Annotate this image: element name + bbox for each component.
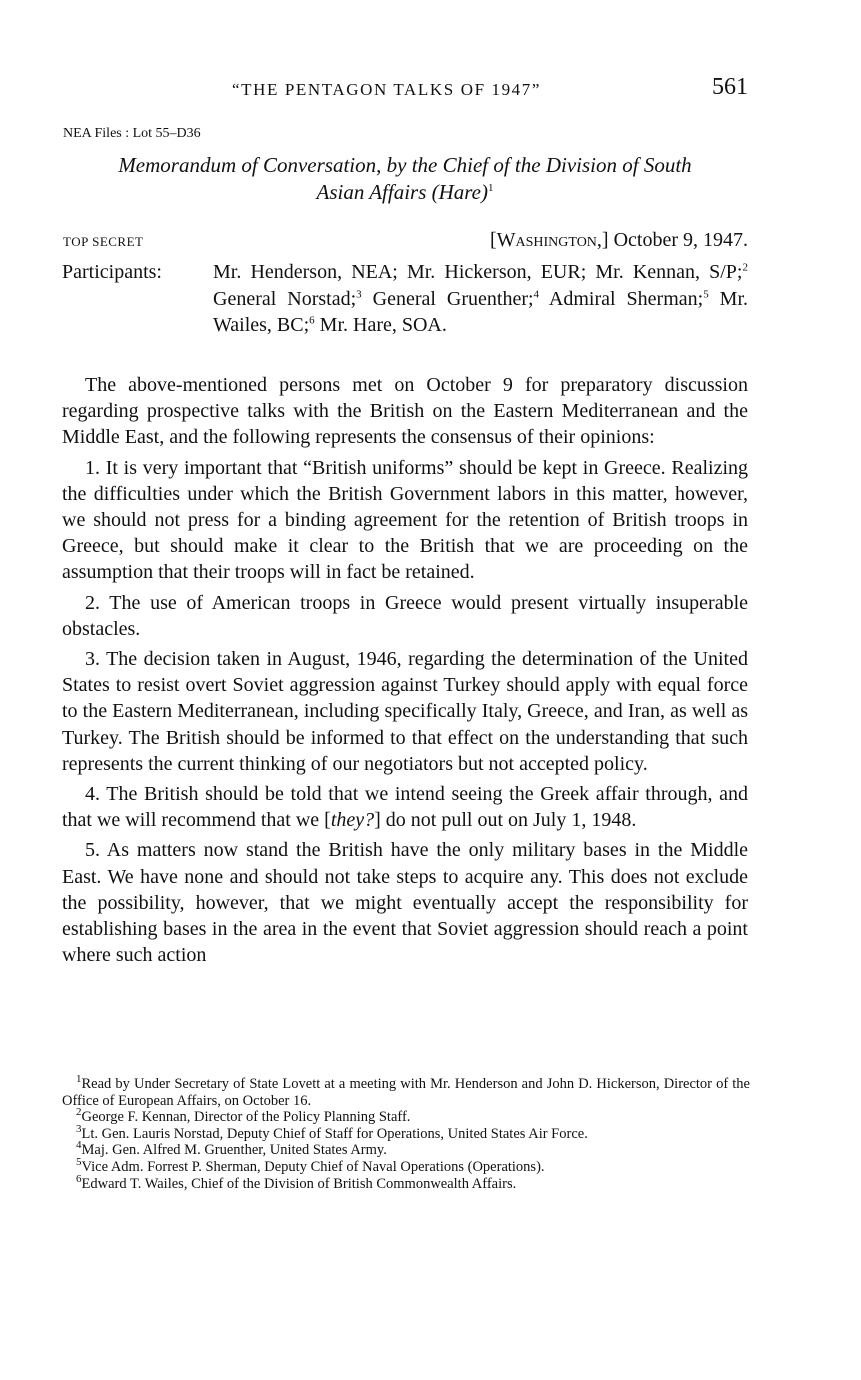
dateline: [490, 229, 748, 252]
footnote-marker: 3: [76, 1122, 82, 1135]
participants-fn-6: 6: [309, 314, 315, 327]
participants-fn-4: 4: [533, 287, 540, 300]
item-4-italic: they?: [330, 809, 375, 832]
item-4-text-a: 4. The British should be told that we intend seeing the Greek affair through, and that we will recommend that we [: [62, 783, 748, 832]
footnote-3: [62, 1122, 750, 1143]
footnote-text: Read by Under Secretary of State Lovett at a meeting with Mr. Henderson and John D. Hickerson, Director of the Office of European Affairs, on October 16.: [62, 1076, 750, 1109]
footnote-text: Edward T. Wailes, Chief of the Division of British Commonwealth Affairs.: [81, 1175, 517, 1192]
footnote-marker: 6: [76, 1172, 82, 1185]
footnote-text: Lt. Gen. Lauris Norstad, Deputy Chief of Staff for Operations, United States Air Force.: [81, 1125, 588, 1142]
footnote-2: [62, 1106, 750, 1126]
footnotes: [62, 1073, 750, 1192]
running-title: “THE PENTAGON TALKS OF 1947”: [232, 80, 542, 99]
file-reference: NEA Files : Lot 55–D36: [63, 126, 201, 141]
memo-title-footnote-marker: 1: [488, 182, 494, 194]
page-number: 561: [712, 74, 748, 100]
footnote-marker: 2: [76, 1106, 82, 1119]
page-header: [62, 74, 748, 114]
footnote-text: George F. Kennan, Director of the Policy Planning Staff.: [81, 1109, 411, 1126]
paragraph-item-2: 2. The use of American troops in Greece would present virtually insuperable obstacles.: [62, 591, 748, 640]
participants-text-6: Mr. Hare, SOA.: [314, 314, 447, 336]
participants-text-2: General Norstad;: [213, 287, 357, 310]
paragraph-item-1: 1. It is very important that “British uniforms” should be kept in Greece. Realizing the difficulties under which the British Government labors in this matter, however, we should not press for a binding agreement for the retention of British troops in Greece, but should make it clear to the British that we are proceeding on the assumption that their troops will in fact be retained.: [62, 456, 748, 584]
memo-title: [62, 152, 748, 206]
item-4-text-b: ] do not pull out on July 1, 1948.: [374, 809, 637, 832]
paragraph-item-3: 3. The decision taken in August, 1946, regarding the determination of the United States to resist overt Soviet aggression against Turkey should apply with equal force to the Eastern Mediterranean, including specifically Italy, Greece, and Iran, as well as Turkey. The British should be informed to that effect on the understanding that such represents the current thinking of our negotiators but not accepted policy.: [62, 648, 748, 775]
footnote-text: Maj. Gen. Alfred M. Gruenther, United States Army.: [81, 1142, 387, 1159]
dateline-place: [Washington,]: [489, 229, 609, 251]
participants-text-5: Mr. Wailes, BC;: [213, 287, 749, 336]
paragraph-intro: The above-mentioned persons met on October 9 for preparatory discussion regarding prospective talks with the British on the Eastern Mediterranean and the Middle East, and the following represents the consensus of their opinions:: [62, 374, 748, 449]
participants-fn-5: 5: [703, 287, 709, 300]
footnote-1: [62, 1073, 750, 1109]
footnote-4: [62, 1139, 750, 1159]
participants-text-3: General Gruenther;: [361, 287, 534, 310]
participants-text-4: Admiral Sherman;: [539, 287, 704, 310]
classification-label: TOP SECRET: [63, 234, 144, 249]
footnote-5: [62, 1156, 750, 1176]
footnote-marker: 5: [76, 1156, 82, 1169]
paragraph-item-4: [62, 781, 748, 833]
footnote-6: [62, 1172, 750, 1193]
footnote-text: Vice Adm. Forrest P. Sherman, Deputy Chief of Naval Operations (Operations).: [81, 1158, 545, 1175]
dateline-date: October 9, 1947.: [613, 229, 748, 251]
participants-fn-2: 2: [742, 261, 748, 274]
participants-list: [213, 259, 748, 339]
footnote-marker: 4: [76, 1139, 82, 1152]
participants-text-1: Mr. Henderson, NEA; Mr. Hickerson, EUR; Mr. Kennan, S/P;: [213, 261, 743, 283]
memo-title-line-2-text: Asian Affairs (Hare): [316, 180, 488, 204]
memo-body: [62, 372, 748, 968]
paragraph-item-5: 5. As matters now stand the British have the only military bases in the Middle East. We have none and should not take steps to acquire any. This does not exclude the possibility, however, that we might eventually accept the responsibility for establishing bases in the area in the event that Soviet aggression should reach a point where such action: [62, 839, 748, 967]
participants-fn-3: 3: [356, 287, 362, 300]
participants-label: Participants:: [62, 261, 162, 283]
footnote-marker: 1: [76, 1073, 82, 1086]
memo-title-line-2: [62, 179, 748, 206]
memo-title-line-1: Memorandum of Conversation, by the Chief of the Division of South: [118, 153, 692, 177]
